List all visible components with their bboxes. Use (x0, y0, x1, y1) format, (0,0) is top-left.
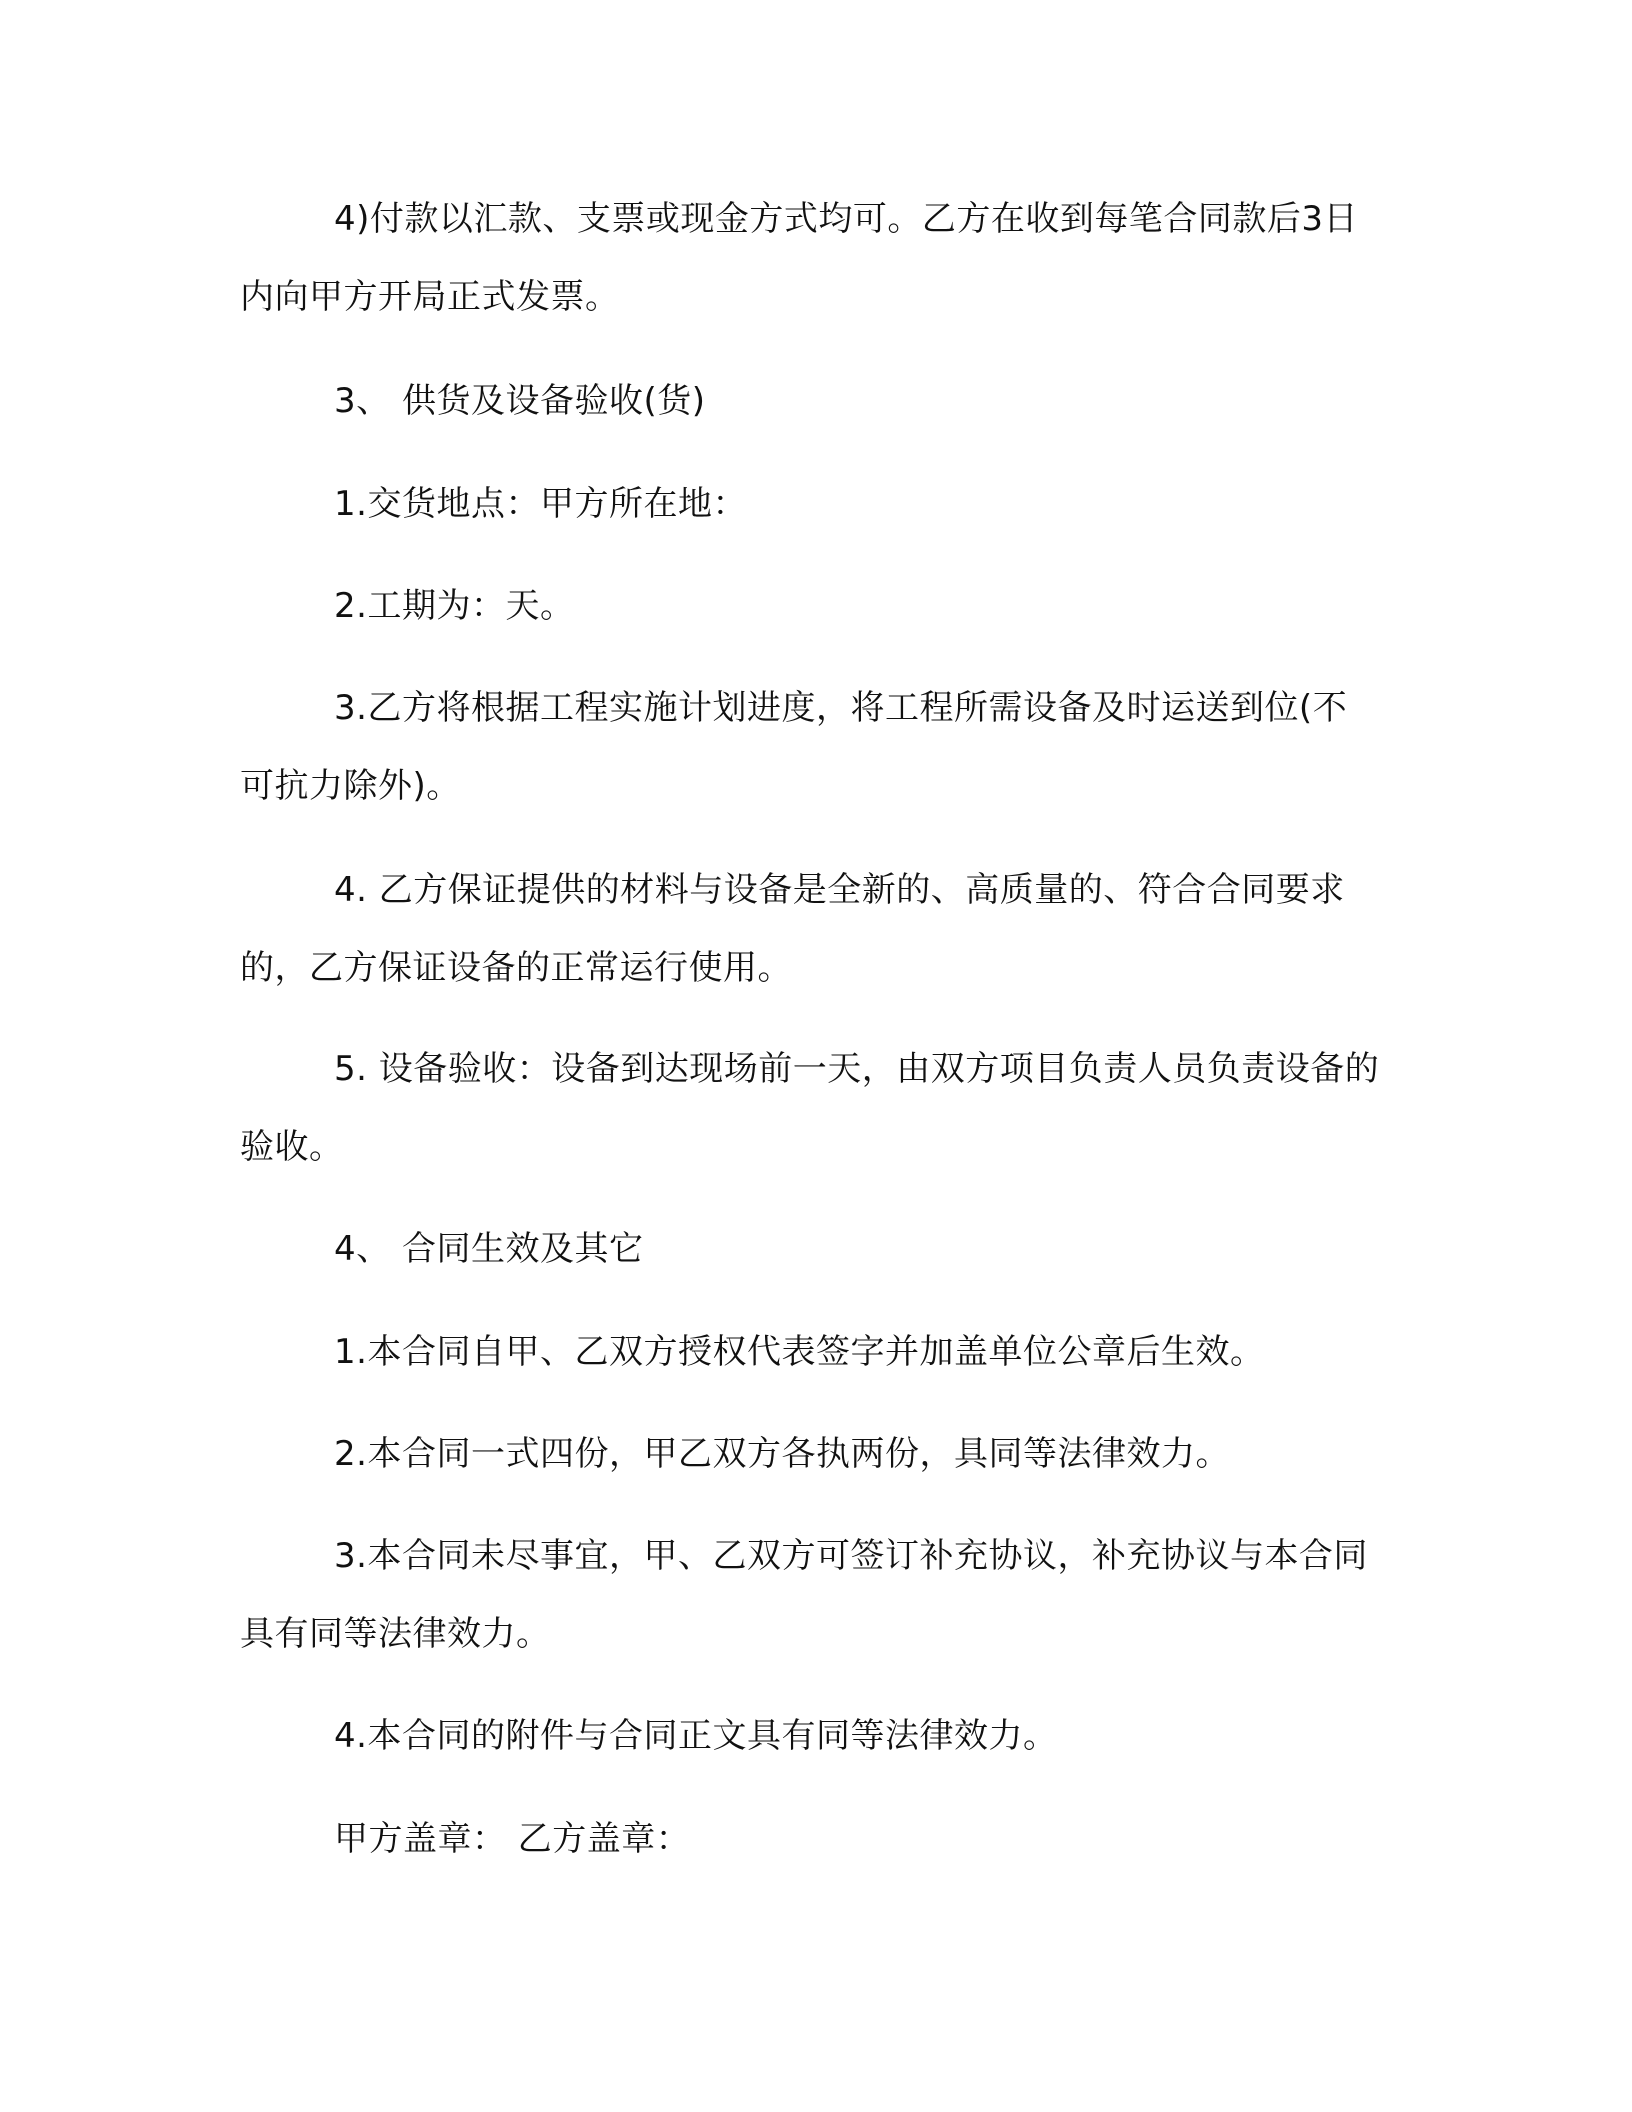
paragraph-contract-effective: 1.本合同自甲、乙双方授权代表签字并加盖单位公章后生效。 (334, 1332, 1265, 1372)
heading-contract-effect: 4、 合同生效及其它 (334, 1229, 644, 1269)
paragraph-delivery-location: 1.交货地点：甲方所在地： (334, 484, 747, 524)
paragraph-payment-method: 4)付款以汇款、支票或现金方式均可。乙方在收到每笔合同款后3日内向甲方开局正式发票。 (240, 199, 1359, 317)
paragraph-contract-copies: 2.本合同一式四份，甲乙双方各执两份，具同等法律效力。 (334, 1434, 1230, 1474)
paragraph-construction-period: 2.工期为：天。 (334, 586, 575, 626)
heading-delivery-acceptance: 3、 供货及设备验收(货) (334, 381, 706, 421)
paragraph-equipment-transport: 3.乙方将根据工程实施计划进度，将工程所需设备及时运送到位(不可抗力除外)。 (240, 688, 1348, 806)
signature-line: 甲方盖章： 乙方盖章： (334, 1819, 691, 1859)
paragraph-attachments: 4.本合同的附件与合同正文具有同等法律效力。 (334, 1716, 1058, 1756)
paragraph-equipment-acceptance: 5. 设备验收：设备到达现场前一天，由双方项目负责人员负责设备的验收。 (240, 1049, 1380, 1167)
paragraph-quality-guarantee: 4. 乙方保证提供的材料与设备是全新的、高质量的、符合合同要求的，乙方保证设备的正常运行使用。 (240, 870, 1345, 988)
paragraph-supplementary-agreement: 3.本合同未尽事宜，甲、乙双方可签订补充协议，补充协议与本合同具有同等法律效力。 (240, 1536, 1368, 1654)
